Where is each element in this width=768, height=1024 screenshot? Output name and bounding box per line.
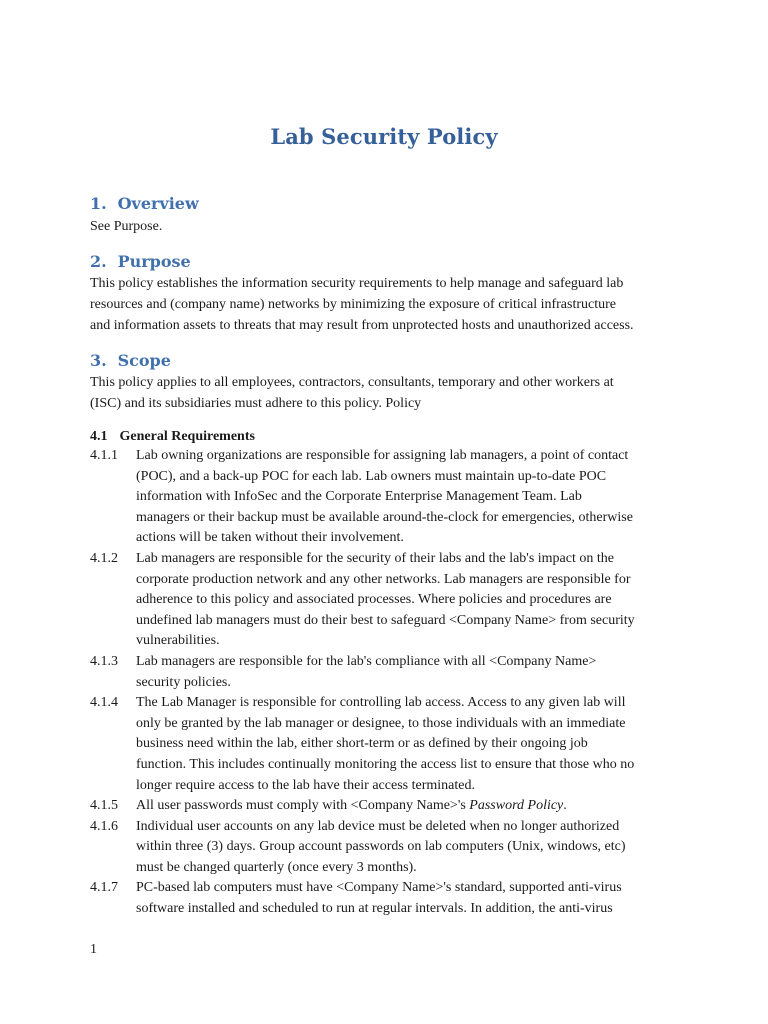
text-line: and information assets to threats that may result from unprotected hosts and unauthorized access. xyxy=(90,318,634,333)
text-line: (POC), and a back-up POC for each lab. Lab owners must maintain up-to-date POC xyxy=(136,468,607,484)
section-heading-overview xyxy=(90,194,199,213)
list-item xyxy=(90,817,690,879)
section-heading-purpose xyxy=(90,252,191,271)
item-number: 4.1.2 xyxy=(90,550,118,566)
scope-paragraph xyxy=(90,372,690,414)
list-item xyxy=(90,652,690,693)
list-item xyxy=(90,878,690,919)
text-line: information with InfoSec and the Corporate Enterprise Management Team. Lab xyxy=(136,489,582,505)
text-line: resources and (company name) networks by minimizing the exposure of critical infrastructure xyxy=(90,297,616,312)
text-line: only be granted by the lab manager or designee, to those individuals with an immediate xyxy=(136,715,626,731)
text-line: See Purpose. xyxy=(90,219,163,234)
text-line: managers or their backup must be available around-the-clock for emergencies, otherwise xyxy=(136,509,633,525)
list-item xyxy=(90,693,690,796)
subsection-number: 4.1 xyxy=(90,429,108,444)
section-title: Overview xyxy=(117,194,199,213)
text-line: (ISC) and its subsidiaries must adhere to this policy. Policy xyxy=(90,396,422,411)
page-number: 1 xyxy=(90,942,97,957)
text-line: Individual user accounts on any lab device must be deleted when no longer authorized xyxy=(136,818,620,834)
text-line: Lab managers are responsible for the security of their labs and the lab's impact on the xyxy=(136,550,614,566)
general-requirements-heading xyxy=(90,427,255,447)
overview-paragraph xyxy=(90,216,690,237)
item-number: 4.1.5 xyxy=(90,798,118,814)
policy-name: Password Policy xyxy=(469,798,564,814)
text-line: within three (3) days. Group account passwords on lab computers (Unix, windows, etc) xyxy=(136,839,626,855)
text-line: business need within the lab, either short-term or as defined by their ongoing job xyxy=(136,736,588,752)
section-number: 2. xyxy=(90,252,107,271)
text-line: software installed and scheduled to run at regular intervals. In addition, the anti-virus xyxy=(136,901,613,917)
text-segment: . xyxy=(563,798,567,814)
text-line: security policies. xyxy=(136,674,231,690)
document-title: Lab Security Policy xyxy=(270,124,498,149)
text-line: undefined lab managers must do their best to safeguard <Company Name> from security xyxy=(136,612,635,628)
section-number: 3. xyxy=(90,351,107,370)
text-line: longer require access to the lab have their access terminated. xyxy=(136,777,475,793)
text-line: function. This includes continually monitoring the access list to ensure that those who no xyxy=(136,756,635,772)
item-number: 4.1.7 xyxy=(90,880,118,896)
requirements-list xyxy=(90,446,690,920)
list-item xyxy=(90,796,690,817)
subsection-title: General Requirements xyxy=(119,429,255,444)
text-line: actions will be taken without their involvement. xyxy=(136,530,404,546)
item-number: 4.1.6 xyxy=(90,818,118,834)
text-line xyxy=(136,796,690,817)
text-segment: All user passwords must comply with <Company Name>'s xyxy=(136,798,470,814)
section-heading-scope xyxy=(90,351,171,370)
list-item xyxy=(90,549,690,652)
section-number: 1. xyxy=(90,194,107,213)
text-line: The Lab Manager is responsible for controlling lab access. Access to any given lab will xyxy=(136,695,626,711)
text-line: corporate production network and any other networks. Lab managers are responsible for xyxy=(136,571,631,587)
text-line: must be changed quarterly (once every 3 months). xyxy=(136,859,417,875)
text-line: vulnerabilities. xyxy=(136,633,220,649)
text-line: Lab managers are responsible for the lab's compliance with all <Company Name> xyxy=(136,653,597,669)
text-line: Lab owning organizations are responsible for assigning lab managers, a point of contact xyxy=(136,448,629,463)
item-number: 4.1.4 xyxy=(90,695,118,711)
list-item xyxy=(90,446,690,549)
text-line: This policy establishes the information security requirements to help manage and safeguard lab xyxy=(90,276,624,291)
text-line: adherence to this policy and associated processes. Where policies and procedures are xyxy=(136,592,612,608)
text-line: This policy applies to all employees, contractors, consultants, temporary and other workers at xyxy=(90,375,614,390)
section-title: Purpose xyxy=(117,252,191,271)
item-number: 4.1.1 xyxy=(90,448,118,463)
item-number: 4.1.3 xyxy=(90,653,118,669)
text-line: PC-based lab computers must have <Company Name>'s standard, supported anti-virus xyxy=(136,880,622,896)
purpose-paragraph xyxy=(90,273,690,336)
section-title: Scope xyxy=(117,351,171,370)
